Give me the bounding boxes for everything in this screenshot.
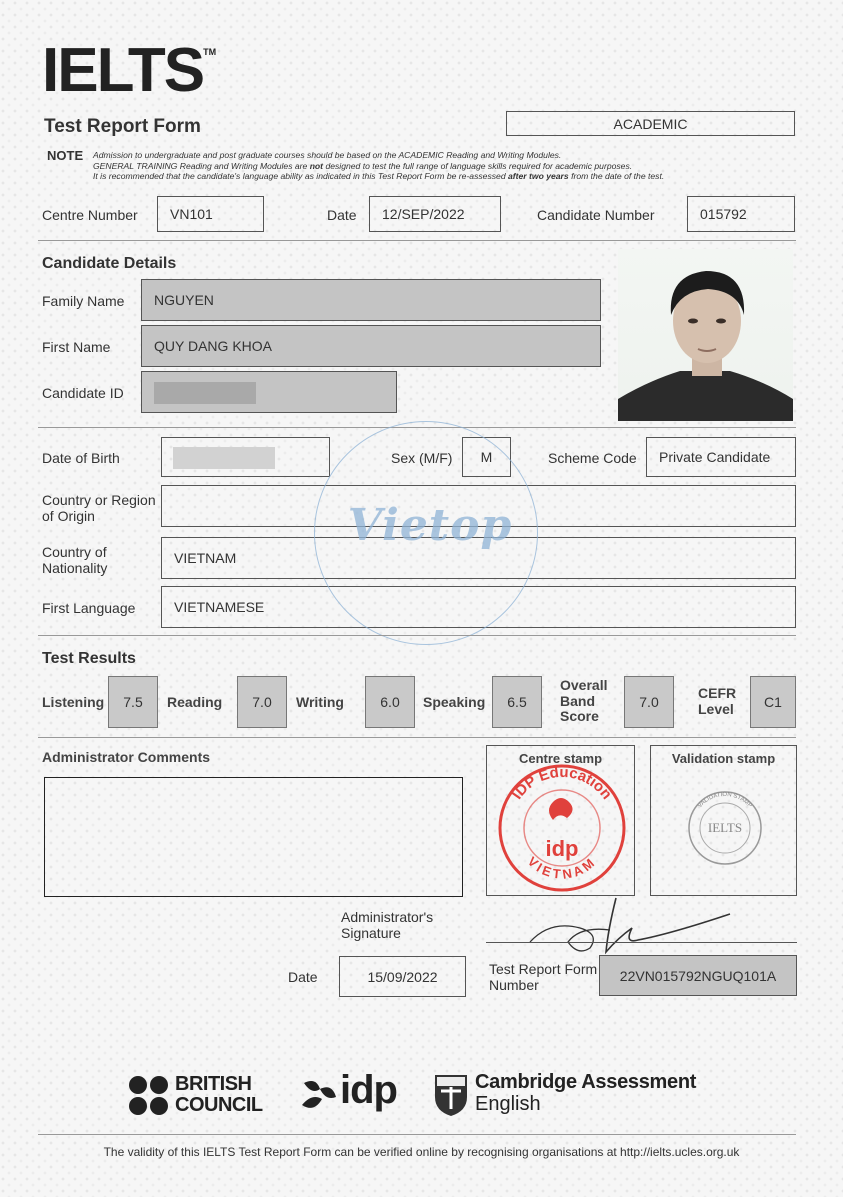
nationality-value: VIETNAM xyxy=(174,550,237,566)
issue-date-value: 15/09/2022 xyxy=(367,969,438,985)
issue-date-label: Date xyxy=(288,969,318,985)
family-name-label: Family Name xyxy=(42,293,125,309)
candidate-id-redaction xyxy=(154,382,256,404)
candidate-number-box xyxy=(687,196,795,232)
note-label: NOTE xyxy=(47,148,84,163)
candidate-number-value: 015792 xyxy=(700,206,747,222)
listening-score: 7.5 xyxy=(108,676,158,728)
first-name-value: QUY DANG KHOA xyxy=(154,338,272,354)
trf-number-label: Test Report Form Number xyxy=(489,961,598,994)
trf-number-box xyxy=(599,955,797,996)
validation-ring-text: VALIDATION STAMP xyxy=(697,791,753,810)
scheme-code-value: Private Candidate xyxy=(659,449,771,465)
svg-text:VALIDATION STAMP xyxy=(697,792,753,809)
administrator-comments-box xyxy=(44,777,463,897)
test-date-value: 12/SEP/2022 xyxy=(382,206,465,222)
country-of-origin-label: Country or Region of Origin xyxy=(42,492,156,525)
date-of-birth-box xyxy=(161,437,330,477)
cambridge-line-2: English xyxy=(475,1092,541,1115)
stamp-top-text: IDP Education xyxy=(508,763,616,803)
overall-band-label: Overall Band Score xyxy=(560,677,608,725)
validity-text: The validity of this IELTS Test Report Form can be verified online by recognising organisations at http://ielts.ucles.org.uk xyxy=(103,1145,740,1159)
stamp-leaf-icon xyxy=(549,798,573,820)
form-title: Test Report Form xyxy=(44,116,201,137)
centre-number-box xyxy=(157,196,264,232)
divider-1 xyxy=(38,240,796,241)
writing-score: 6.0 xyxy=(365,676,415,728)
validation-seal xyxy=(651,746,798,897)
centre-number-label: Centre Number xyxy=(42,207,138,223)
reading-label: Reading xyxy=(167,694,223,710)
reading-score: 7.0 xyxy=(237,676,287,728)
divider-3 xyxy=(38,635,796,636)
test-results-title: Test Results xyxy=(42,650,136,667)
date-of-birth-redaction xyxy=(173,447,275,469)
centre-stamp-box xyxy=(486,745,635,896)
validation-stamp-box xyxy=(650,745,797,896)
administrator-signature-label: Administrator's Signature xyxy=(341,909,434,942)
svg-text:IDP Education xyxy=(509,764,616,803)
speaking-score: 6.5 xyxy=(492,676,542,728)
administrator-comments-label: Administrator Comments xyxy=(42,749,211,765)
ielts-logo: IELTS™ xyxy=(42,36,217,105)
module-box xyxy=(506,111,795,136)
stamp-center-text: idp xyxy=(545,836,579,861)
cefr-level-value: C1 xyxy=(750,676,796,728)
idp-logo xyxy=(298,1068,408,1120)
issue-date-box xyxy=(339,956,466,997)
note-text xyxy=(93,150,664,182)
watermark-text: Vietop xyxy=(347,500,513,551)
first-name-box xyxy=(141,325,601,367)
nationality-label: Country of Nationality xyxy=(42,544,108,577)
test-date-box xyxy=(369,196,501,232)
sex-label: Sex (M/F) xyxy=(391,450,453,466)
first-name-label: First Name xyxy=(42,339,111,355)
signature-line xyxy=(486,942,797,943)
date-of-birth-label: Date of Birth xyxy=(42,450,120,466)
british-council-logo xyxy=(128,1074,273,1118)
date-label: Date xyxy=(327,207,357,223)
note-line-1: Admission to undergraduate and post graduate courses should be based on the ACADEMIC Reading and Writing Modules. xyxy=(93,150,562,160)
trf-number-value: 22VN015792NGUQ101A xyxy=(619,968,777,984)
scheme-code-box xyxy=(646,437,796,477)
validation-stamp-label: Validation stamp xyxy=(671,751,776,766)
candidate-number-label: Candidate Number xyxy=(537,207,655,223)
listening-label: Listening xyxy=(42,694,105,710)
first-language-value: VIETNAMESE xyxy=(174,599,265,615)
divider-4 xyxy=(38,737,796,738)
candidate-details-title: Candidate Details xyxy=(42,255,177,272)
british-council-dots-icon xyxy=(128,1075,170,1117)
scheme-code-label: Scheme Code xyxy=(548,450,637,466)
family-name-box xyxy=(141,279,601,321)
divider-footer xyxy=(38,1134,796,1135)
module-value: ACADEMIC xyxy=(613,116,688,132)
idp-leaf-icon xyxy=(298,1075,340,1117)
cefr-level-label: CEFR Level xyxy=(698,685,737,718)
centre-stamp-label: Centre stamp xyxy=(518,751,603,766)
speaking-label: Speaking xyxy=(423,694,486,710)
note-line-2: GENERAL TRAINING Reading and Writing Modules are not designed to test the full range of language skills required for academic purposes. xyxy=(93,160,633,171)
cambridge-logo xyxy=(433,1072,703,1120)
candidate-photo xyxy=(618,249,793,421)
family-name-value: NGUYEN xyxy=(154,292,214,308)
british-council-line-1: BRITISH xyxy=(175,1073,252,1095)
cambridge-line-1: Cambridge Assessment xyxy=(475,1071,697,1093)
idp-red-stamp xyxy=(487,746,636,897)
idp-logo-text: idp xyxy=(340,1068,397,1112)
british-council-line-2: COUNCIL xyxy=(175,1094,263,1116)
candidate-id-box xyxy=(141,371,397,413)
portrait-image xyxy=(618,249,793,421)
writing-label: Writing xyxy=(296,694,344,710)
overall-band-score: 7.0 xyxy=(624,676,674,728)
note-line-3: It is recommended that the candidate's language ability as indicated in this Test Report Form be re-assessed after two years from the date of the test. xyxy=(93,171,665,182)
stamp-bottom-text: VIETNAM xyxy=(524,853,600,882)
candidate-id-label: Candidate ID xyxy=(42,385,124,401)
trademark-mark: TM xyxy=(203,47,217,57)
cambridge-shield-icon xyxy=(433,1073,469,1117)
centre-number-value: VN101 xyxy=(170,206,213,222)
validation-center-text: IELTS xyxy=(707,820,743,835)
sex-value: M xyxy=(480,449,493,465)
first-language-label: First Language xyxy=(42,600,136,616)
